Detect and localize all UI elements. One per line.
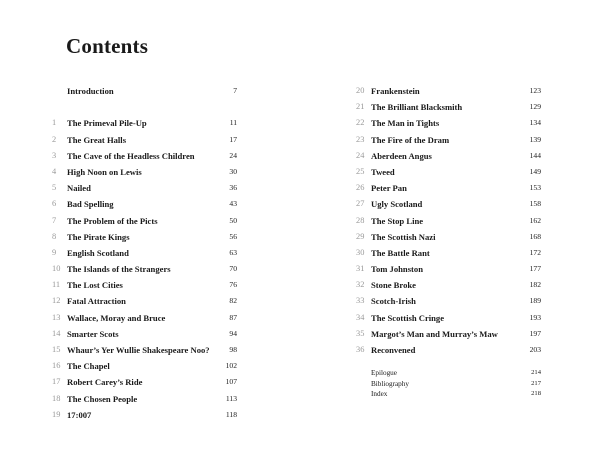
toc-entry-title: The Primeval Pile-Up [67,118,147,129]
chapter-number: 21 [356,102,365,112]
chapter-number: 5 [52,183,57,193]
toc-entry-page: 158 [529,199,541,209]
toc-entry-title: The Scottish Cringe [371,312,445,323]
toc-entry-title: The Lost Cities [67,280,123,291]
chapter-number: 14 [52,328,61,338]
toc-entry-page: 153 [529,183,541,193]
chapter-number: 6 [52,199,57,209]
toc-entry-title: Robert Carey’s Ride [67,377,143,388]
toc-entry[interactable] [356,342,541,358]
toc-entry[interactable] [356,229,541,245]
chapter-number: 24 [356,150,365,160]
toc-entry[interactable] [52,358,237,374]
toc-entry[interactable] [52,261,237,277]
toc-entry-introduction[interactable] [52,83,237,99]
toc-entry[interactable] [356,277,541,293]
toc-entry-title: Bibliography [371,379,409,388]
toc-entry-title: 17:007 [67,409,92,420]
toc-entry[interactable] [356,132,541,148]
chapter-number: 29 [356,231,365,241]
toc-entry[interactable] [356,83,541,99]
toc-entry-page: 149 [529,166,541,176]
chapter-number: 23 [356,134,365,144]
toc-entry[interactable] [52,164,237,180]
toc-entry[interactable] [356,326,541,342]
chapter-number: 1 [52,118,57,128]
toc-list-right [356,83,541,358]
toc-entry-page: 50 [229,215,237,225]
chapter-number: 2 [52,134,57,144]
contents-left-column [52,83,237,423]
toc-entry-title: Stone Broke [371,280,416,291]
toc-entry-page: 102 [225,361,237,371]
chapter-number: 28 [356,215,365,225]
toc-entry[interactable] [52,326,237,342]
toc-entry-page: 182 [529,280,541,290]
toc-entry-page: 56 [229,231,237,241]
chapter-number: 27 [356,199,365,209]
backmatter-list [356,368,541,400]
chapter-number: 8 [52,231,57,241]
toc-entry[interactable] [52,374,237,390]
toc-entry-title: Nailed [67,183,91,194]
toc-entry[interactable] [356,379,541,390]
toc-entry[interactable] [356,115,541,131]
toc-entry-title: Margot’s Man and Murray’s Maw [371,328,498,339]
chapter-number: 17 [52,377,61,387]
toc-entry-page: 172 [529,247,541,257]
chapter-number: 10 [52,264,61,274]
toc-entry[interactable] [52,180,237,196]
toc-entry-page: 7 [233,86,237,95]
chapter-number: 36 [356,345,365,354]
toc-entry-title: The Scottish Nazi [371,231,436,242]
toc-entry-title: The Problem of the Picts [67,215,158,226]
toc-entry-page: 193 [529,312,541,322]
toc-entry-title: High Noon on Lewis [67,166,142,177]
toc-entry-title: Frankenstein [371,86,420,96]
toc-entry[interactable] [356,261,541,277]
toc-entry-page: 203 [529,345,541,354]
toc-entry[interactable] [356,245,541,261]
toc-entry-title: Peter Pan [371,183,407,194]
toc-entry-title: The Pirate Kings [67,231,130,242]
chapter-number: 7 [52,215,57,225]
toc-entry-page: 82 [229,296,237,306]
toc-entry[interactable] [356,310,541,326]
chapter-number: 12 [52,296,61,306]
toc-entry[interactable] [356,293,541,309]
toc-entry-page: 98 [229,345,237,354]
chapter-number: 30 [356,247,365,257]
toc-entry-title: The Stop Line [371,215,424,226]
chapter-number: 20 [356,86,365,95]
toc-entry-title: The Great Halls [67,134,127,145]
toc-entry-title: The Cave of the Headless Children [67,150,195,161]
toc-entry-page: 177 [529,264,541,274]
toc-entry[interactable] [52,132,237,148]
chapter-number: 35 [356,328,365,338]
toc-entry-title: Smarter Scots [67,328,119,339]
toc-entry[interactable] [52,310,237,326]
toc-entry[interactable] [356,180,541,196]
chapter-number: 18 [52,393,61,403]
chapter-number: 25 [356,166,365,176]
toc-entry[interactable] [52,148,237,164]
toc-entry[interactable] [356,148,541,164]
toc-entry-page: 217 [531,379,541,387]
toc-entry-page: 87 [229,312,237,322]
chapter-number: 16 [52,361,61,371]
chapter-number: 32 [356,280,365,290]
toc-entry[interactable] [52,277,237,293]
toc-entry-title: The Brilliant Blacksmith [371,102,463,113]
toc-entry-page: 168 [529,231,541,241]
toc-entry-title: The Battle Rant [371,247,430,258]
toc-entry-title: Index [371,390,388,399]
chapter-number: 13 [52,312,61,322]
toc-entry-title: The Islands of the Strangers [67,264,171,275]
spacer [52,99,237,115]
toc-entry-page: 129 [529,102,541,112]
toc-entry-title: The Chosen People [67,393,138,404]
toc-entry[interactable] [52,342,237,358]
toc-entry[interactable] [356,99,541,115]
page-title: Contents [66,34,149,58]
toc-entry-page: 30 [229,166,237,176]
chapter-number: 22 [356,118,365,128]
toc-entry-title: Bad Spelling [67,199,114,210]
toc-entry-page: 189 [529,296,541,306]
toc-entry-title: Reconvened [371,345,416,355]
toc-entry-page: 43 [229,199,237,209]
chapter-number: 34 [356,312,365,322]
chapter-number: 4 [52,166,57,176]
toc-entry-title: Tom Johnston [371,264,423,275]
toc-entry[interactable] [356,368,541,379]
toc-entry[interactable] [52,391,237,407]
toc-entry-page: 218 [531,390,541,398]
chapter-number: 9 [52,247,57,257]
toc-entry[interactable] [356,164,541,180]
toc-entry-page: 24 [229,150,237,160]
toc-entry-title: The Chapel [67,361,110,372]
toc-entry-title: Whaur’s Yer Wullie Shakespeare Noo? [67,345,210,355]
toc-entry-page: 63 [229,247,237,257]
toc-entry-title: Wallace, Moray and Bruce [67,312,166,323]
toc-entry-title: The Fire of the Dram [371,134,450,145]
toc-entry-title: Ugly Scotland [371,199,423,210]
contents-right-column [356,83,541,400]
toc-entry[interactable] [356,213,541,229]
toc-entry-title: The Man in Tights [371,118,440,129]
toc-entry-page: 139 [529,134,541,144]
toc-entry-page: 214 [531,369,541,377]
chapter-number: 11 [52,280,61,290]
toc-entry[interactable] [52,213,237,229]
toc-entry[interactable] [52,196,237,212]
toc-entry-page: 144 [529,150,541,160]
toc-entry-page: 94 [229,328,237,338]
toc-entry-title: Epilogue [371,369,397,378]
toc-list-left [52,115,237,423]
toc-entry[interactable] [356,389,541,400]
toc-entry[interactable] [52,245,237,261]
toc-entry-page: 17 [229,134,237,144]
toc-entry-title: Scotch-Irish [371,296,416,307]
toc-entry[interactable] [52,293,237,309]
chapter-number: 19 [52,409,61,419]
toc-entry-page: 162 [529,215,541,225]
chapter-number: 31 [356,264,365,274]
toc-entry[interactable] [52,115,237,131]
toc-entry[interactable] [52,407,237,423]
toc-entry-page: 76 [229,280,237,290]
chapter-number: 15 [52,345,61,354]
toc-entry-page: 107 [225,377,237,387]
toc-entry-page: 70 [229,264,237,274]
toc-entry-page: 118 [225,409,237,419]
chapter-number: 3 [52,150,57,160]
toc-entry-page: 123 [529,86,541,95]
toc-entry-title: English Scotland [67,247,129,258]
toc-entry-title: Introduction [67,86,114,96]
toc-entry-page: 11 [229,118,237,128]
toc-entry-page: 36 [229,183,237,193]
toc-entry-page: 197 [529,328,541,338]
chapter-number: 33 [356,296,365,306]
toc-entry[interactable] [52,229,237,245]
toc-entry[interactable] [356,196,541,212]
toc-entry-title: Tweed [371,166,395,177]
toc-entry-page: 113 [225,393,237,403]
chapter-number: 26 [356,183,365,193]
toc-entry-title: Aberdeen Angus [371,150,432,161]
toc-entry-title: Fatal Attraction [67,296,126,307]
toc-entry-page: 134 [529,118,541,128]
